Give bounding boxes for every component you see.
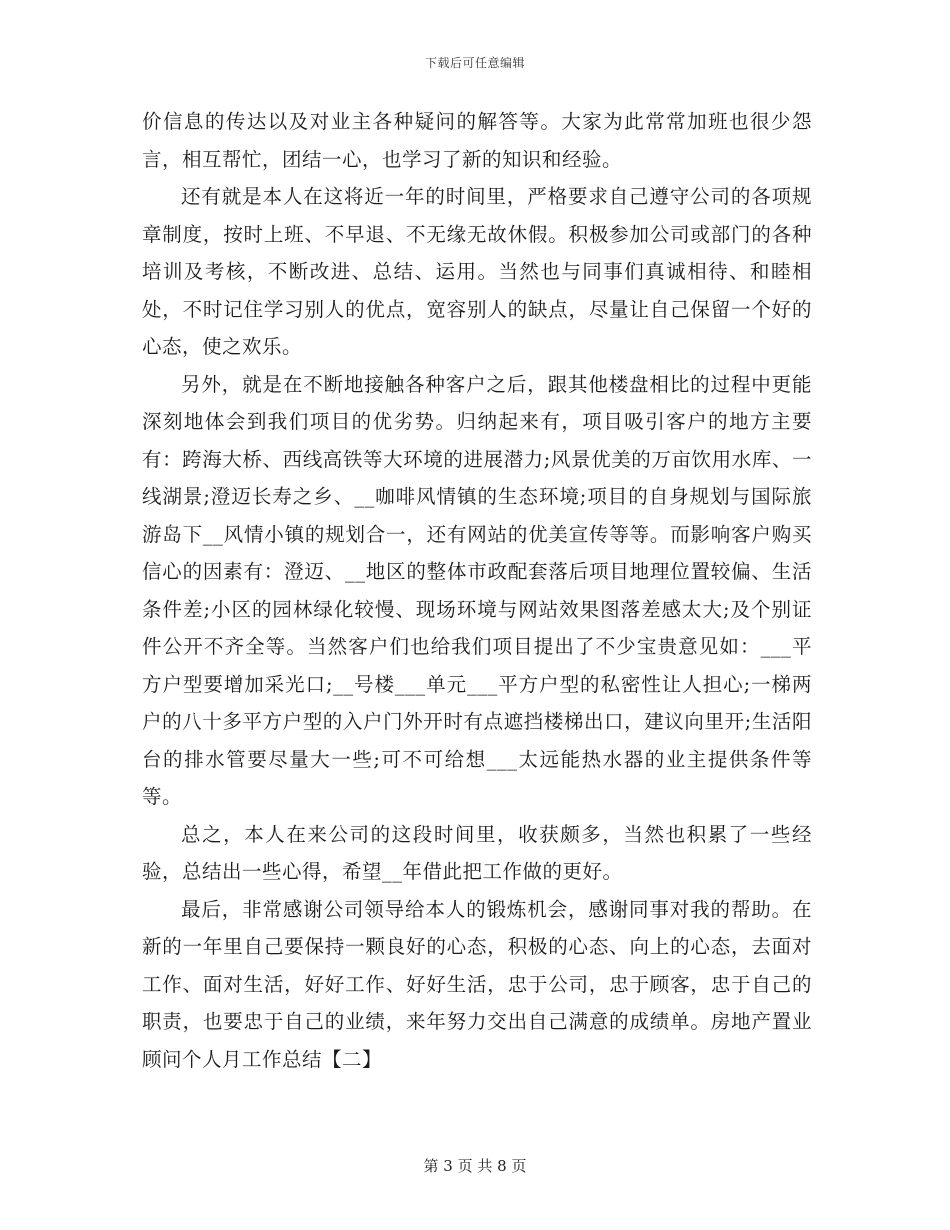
paragraph-1: 价信息的传达以及对业主各种疑问的解答等。大家为此常常加班也很少怨言，相互帮忙，团结一心，也学习了新的知识和经验。 bbox=[142, 110, 812, 171]
paragraph-5: 最后，非常感谢公司领导给本人的锻炼机会，感谢同事对我的帮助。在新的一年里自己要保持一颗良好的心态，积极的心态、向上的心态，去面对工作、面对生活，好好工作、好好生活，忠于公司，忠于顾客，忠于自己的职责，也要忠于自己的业绩，来年努力交出自己满意的成绩单。房地产置业顾问个人月工作总结【二】 bbox=[142, 897, 812, 1071]
paragraph-3: 另外，就是在不断地接触各种客户之后，跟其他楼盘相比的过程中更能深刻地体会到我们项目的优劣势。归纳起来有，项目吸引客户的地方主要有：跨海大桥、西线高铁等大环境的进展潜力;风景优美的万亩饮用水库、一线湖景;澄迈长寿之乡、__咖啡风情镇的生态环境;项目的自身规划与国际旅游岛下__风情小镇的规划合一，还有网站的优美宣传等等。而影响客户购买信心的因素有：澄迈、__地区的整体市政配套落后项目地理位置较偏、生活条件差;小区的园林绿化较慢、现场环境与网站效果图落差感太大;及个别证件公开不齐全等。当然客户们也给我们项目提出了不少宝贵意见如：___平方户型要增加采光口;__号楼___单元___平方户型的私密性让人担心;一梯两户的八十多平方户型的入户门外开时有点遮挡楼梯出口，建议向里开;生活阳台的排水管要尽量大一些;可不可给想___太远能热水器的业主提供条件等等。 bbox=[142, 372, 812, 808]
paragraph-4: 总之，本人在来公司的这段时间里，收获颇多，当然也积累了一些经验，总结出一些心得，希望__年借此把工作做的更好。 bbox=[142, 822, 812, 883]
document-body bbox=[142, 103, 812, 1078]
page-footer: 第 3 页 共 8 页 bbox=[423, 1157, 527, 1175]
page-header: 下载后可任意编辑 bbox=[424, 56, 525, 70]
paragraph-2: 还有就是本人在这将近一年的时间里，严格要求自己遵守公司的各项规章制度，按时上班、不早退、不无缘无故休假。积极参加公司或部门的各种培训及考核，不断改进、总结、运用。当然也与同事们真诚相待、和睦相处，不时记住学习别人的优点，宽容别人的缺点，尽量让自己保留一个好的心态，使之欢乐。 bbox=[142, 185, 812, 358]
